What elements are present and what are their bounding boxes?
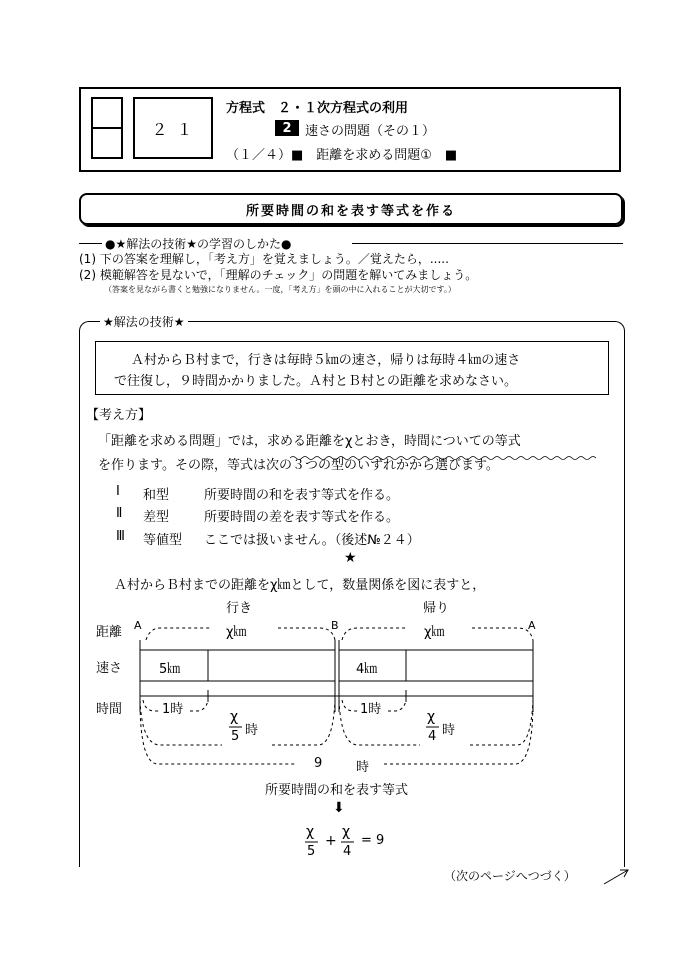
time-go-unit: 時 (245, 723, 259, 738)
speed-return: 4㎞ (356, 662, 378, 677)
time-return-denominator: 4 (428, 729, 437, 744)
header-line2: 速さの問題（その１） (305, 124, 436, 139)
header-line3: （１／４）■ 距離を求める問題① ■ (226, 148, 458, 163)
unit-number: ２ １ (151, 119, 195, 139)
hour-go: 1時 (162, 702, 184, 717)
speed-go: 5㎞ (159, 662, 181, 677)
type-1-desc: 所要時間の和を表す等式を作る。 (204, 488, 400, 503)
equation-rhs: = 9 (361, 833, 385, 848)
equation-plus: + (325, 833, 337, 849)
total-time-value: 9 (314, 756, 323, 771)
distance-return: χ㎞ (424, 625, 445, 640)
topic-title: 所要時間の和を表す等式を作る (245, 203, 456, 219)
equation-denominator-1: 5 (307, 844, 316, 859)
type-2-name: 差型 (143, 510, 170, 525)
row-label-time: 時間 (96, 702, 123, 717)
type-2-num: Ⅱ (116, 506, 123, 521)
point-b: B (331, 619, 339, 632)
hour-return: 1時 (360, 702, 382, 717)
time-go-numerator: χ (230, 709, 239, 725)
row-label-distance: 距離 (96, 625, 123, 640)
approach-line-1: 「距離を求める問題」では，求める距離をχとおき，時間についての等式 (98, 434, 521, 449)
total-time-unit: 時 (356, 760, 370, 775)
header-badge: 2 (275, 120, 299, 136)
distance-go: χ㎞ (226, 625, 247, 640)
type-3-desc: ここでは扱いません。（後述№２４） (204, 533, 420, 548)
study-title: ●★解法の技術★の学習のしかた● (105, 237, 292, 251)
row-label-speed: 速さ (96, 661, 123, 676)
approach-line-2: を作ります。その際，等式は次の３つの型のいずれかから選びます。 (98, 458, 499, 473)
time-go-denominator: 5 (231, 729, 240, 744)
equation-caption: 所要時間の和を表す等式 (265, 783, 409, 798)
type-1-num: Ⅰ (116, 484, 120, 499)
type-3-name: 等値型 (143, 533, 183, 548)
star-separator: ★ (344, 550, 357, 566)
diagram-intro: Ａ村からＢ村までの距離をχ㎞として，数量関係を図に表すと， (114, 578, 486, 593)
approach-heading: 【考え方】 (86, 408, 152, 423)
point-a-left: A (134, 619, 142, 632)
study-note: （答案を見ながら書くと勉強になりません。一度，「考え方」を頭の中に入れることが大切です。） (104, 285, 456, 294)
header-line1: 方程式 ２・１次方程式の利用 (226, 101, 409, 116)
equation-numerator-1: χ (306, 824, 315, 840)
down-arrow-icon: ⬇ (333, 800, 345, 816)
study-item-2: (2) 模範解答を見ないで，「理解のチェック」の問題を解いてみましょう。 (79, 268, 478, 282)
equation-numerator-2: χ (342, 824, 351, 840)
type-3-num: Ⅲ (116, 529, 125, 544)
return-label: 帰り (423, 601, 450, 616)
study-item-1: (1) 下の答案を理解し，「考え方」を覚えましょう。／覚えたら，..... (79, 252, 449, 266)
problem-line-2: で往復し，９時間かかりました。Ａ村とＢ村との距離を求めなさい。 (114, 374, 518, 389)
problem-line-1: Ａ村からＢ村まで，行きは毎時５㎞の速さ，帰りは毎時４㎞の速さ (131, 353, 521, 368)
equation-denominator-2: 4 (343, 844, 352, 859)
point-a-right: A (528, 619, 536, 632)
go-label: 行き (226, 601, 253, 616)
continue-note: （次のページへつづく） (444, 869, 576, 883)
time-return-numerator: χ (427, 709, 436, 725)
time-return-unit: 時 (442, 723, 456, 738)
type-1-name: 和型 (143, 488, 170, 503)
type-2-desc: 所要時間の差を表す等式を作る。 (204, 510, 400, 525)
technique-title: ★解法の技術★ (100, 313, 188, 330)
